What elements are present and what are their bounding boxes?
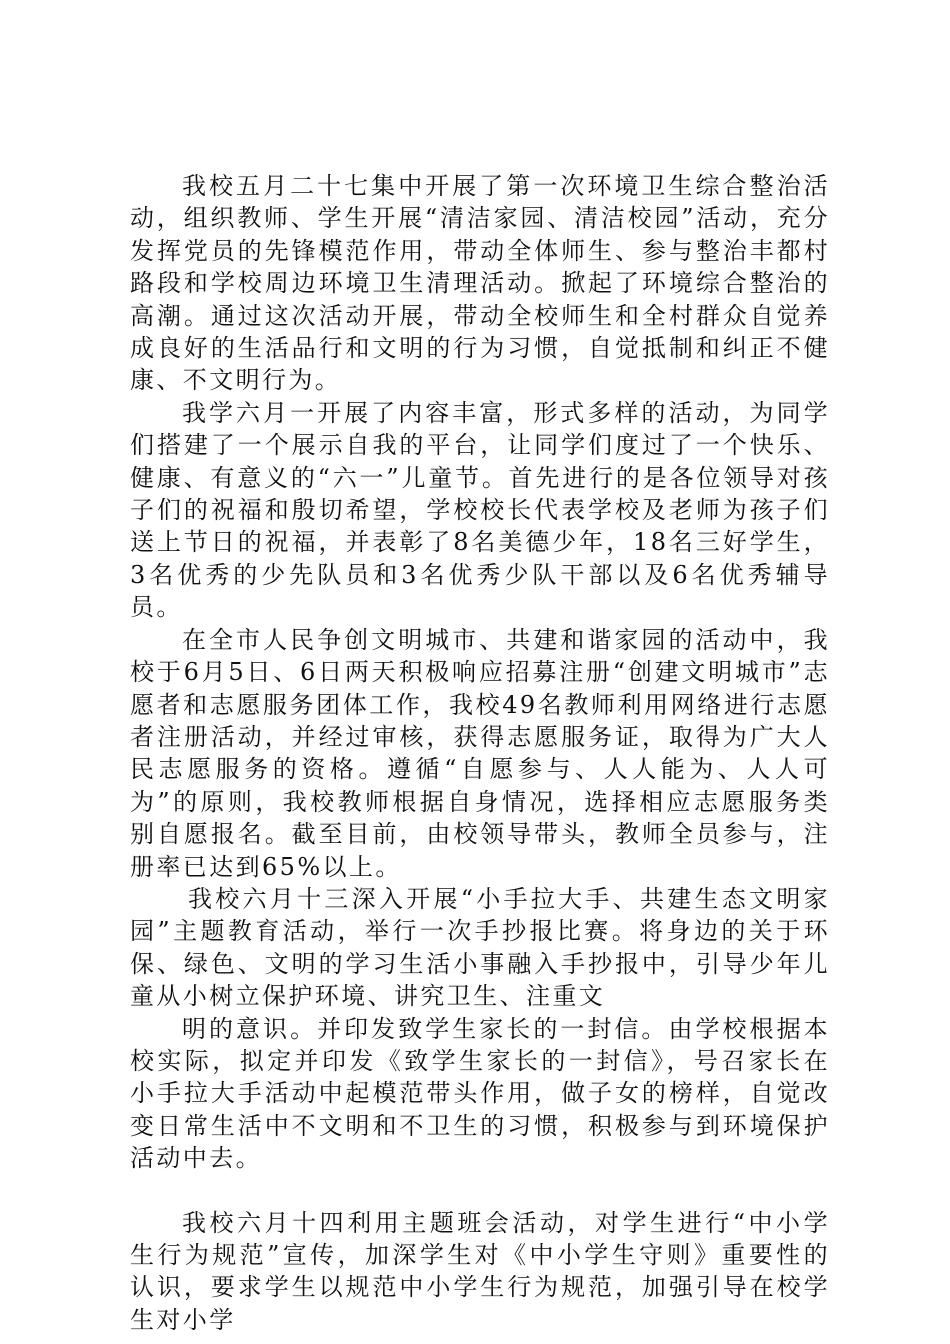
paragraph-hand-copied-newspaper: 我校六月十三深入开展“小手拉大手、共建生态文明家园”主题教育活动，举行一次手抄报比赛。将身边的关于环保、绿色、文明的学习生活小事融入手抄报中，引导少年儿童从小树立保护环境、讲究卫生、注重文 — [130, 884, 830, 1011]
paragraph-volunteer-registration: 在全市人民争创文明城市、共建和谐家园的活动中，我校于6月5日、6日两天积极响应招募注册“创建文明城市”志愿者和志愿服务团体工作，我校49名教师利用网络进行志愿者注册活动，并经过审核，获得志愿服务证，取得为广大人民志愿服务的资格。遵循“自愿参与、人人能为、人人可为”的原则，我校教师根据自身情况，选择相应志愿服务类别自愿报名。截至目前，由校领导带头，教师全员参与，注册率已达到65%以上。 — [130, 625, 830, 881]
paragraph-parent-letter: 明的意识。并印发致学生家长的一封信。由学校根据本校实际，拟定并印发《致学生家长的一封信》，号召家长在小手拉大手活动中起模范带头作用，做子女的榜样，自觉改变日常生活中不文明和不卫生的习惯，积极参与到环境保护活动中去。 — [130, 1014, 830, 1173]
paragraph-behavior-standards: 我校六月十四利用主题班会活动，对学生进行“中小学生行为规范”宣传，加深学生对《中小学生守则》重要性的认识，要求学生以规范中小学生行为规范，加强引导在校学生对小学 — [130, 1208, 830, 1334]
paragraph-sanitation-campaign: 我校五月二十七集中开展了第一次环境卫生综合整治活动，组织教师、学生开展“清洁家园、清洁校园”活动，充分发挥党员的先锋模范作用，带动全体师生、参与整治丰都村路段和学校周边环境卫生清理活动。掀起了环境综合整治的高潮。通过这次活动开展，带动全校师生和全村群众自觉养成良好的生活品行和文明的行为习惯，自觉抵制和纠正不健康、不文明行为。 — [130, 172, 830, 395]
paragraph-childrens-day: 我学六月一开展了内容丰富，形式多样的活动，为同学们搭建了一个展示自我的平台，让同学们度过了一个快乐、健康、有意义的“六一”儿童节。首先进行的是各位领导对孩子们的祝福和殷切希望，学校校长代表学校及老师为孩子们送上节日的祝福，并表彰了8名美德少年，18名三好学生，3名优秀的少先队员和3名优秀少队干部以及6名优秀辅导员。 — [130, 398, 830, 622]
document-body — [130, 170, 830, 1336]
